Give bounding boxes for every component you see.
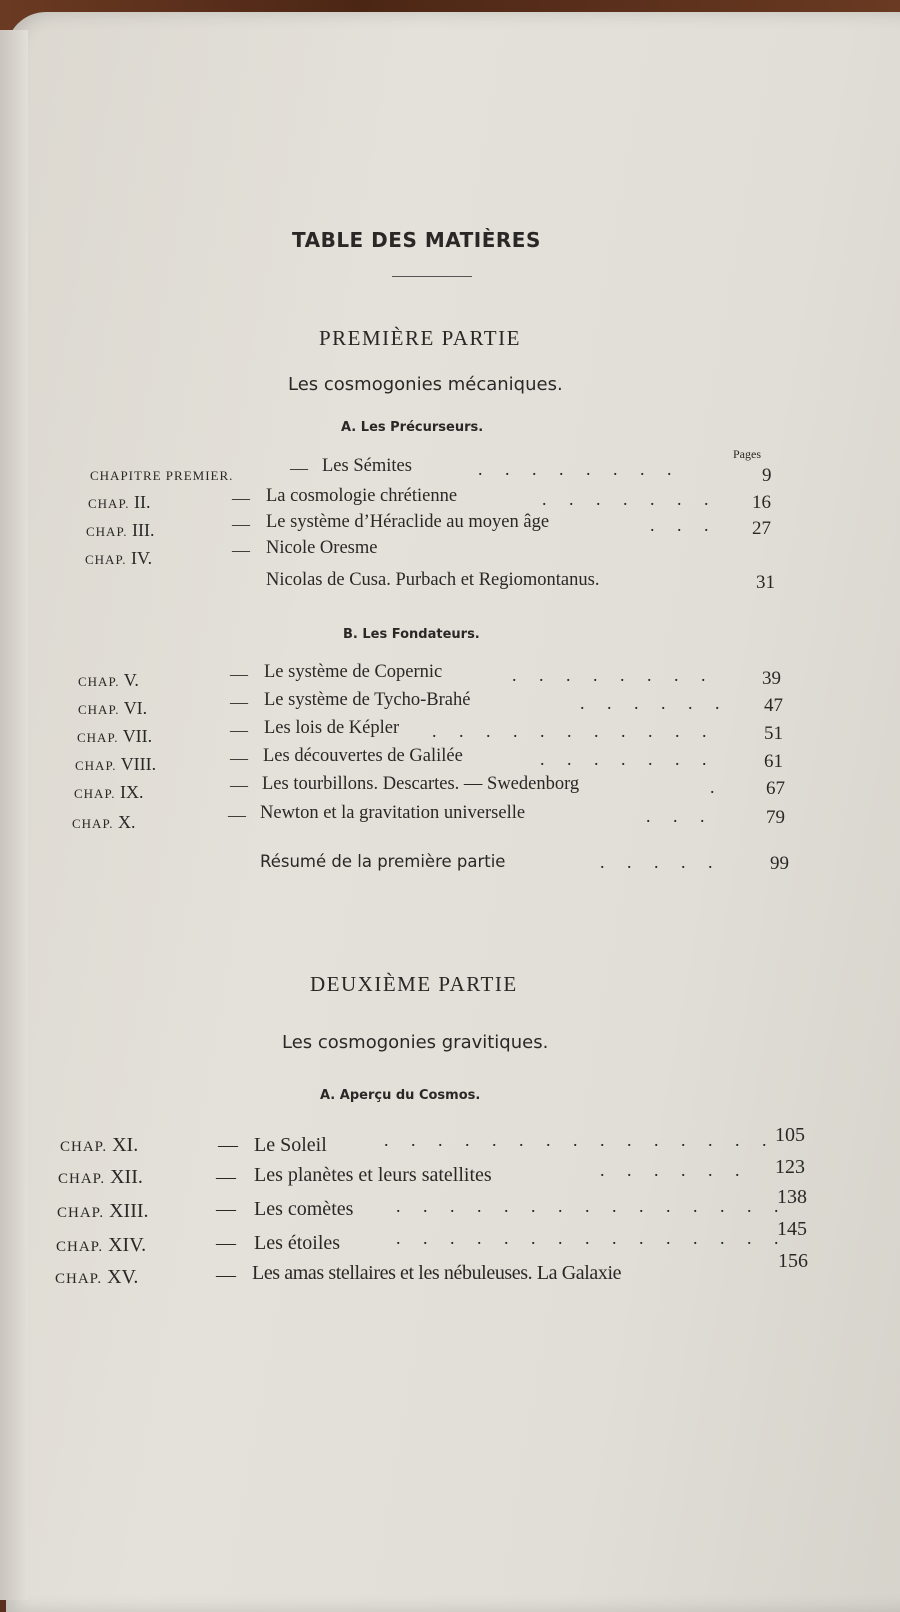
chapter-prefix: CHAP. (57, 1205, 105, 1221)
entry-title: Les étoiles (254, 1232, 341, 1254)
chapter-number: XII. (110, 1166, 143, 1188)
page-number: 123 (775, 1156, 805, 1178)
chapter-prefix: CHAP. (58, 1171, 106, 1187)
summary-title: Résumé de la première partie (260, 852, 506, 871)
chapter-number: XI. (112, 1134, 139, 1156)
chapter-number: III. (132, 520, 155, 540)
dot-leader: . . . . . . (600, 1160, 749, 1180)
chapter-prefix: CHAP. (74, 786, 116, 801)
chapter-label (78, 670, 139, 691)
page-title: TABLE DES MATIÈRES (292, 228, 541, 252)
chapter-prefix: CHAP. (56, 1239, 104, 1255)
entry-title: Le système de Copernic (264, 662, 443, 682)
entry-title: Le système de Tycho-Brahé (264, 690, 471, 710)
part1-subtitle: Les cosmogonies mécaniques. (288, 374, 563, 395)
chapter-prefix: CHAP. (72, 816, 114, 831)
entry-dash: — (216, 1166, 236, 1188)
chapter-label (56, 1234, 146, 1257)
part2-subtitle: Les cosmogonies gravitiques. (282, 1032, 549, 1053)
page-number: 47 (764, 695, 783, 716)
page-number: 9 (762, 465, 772, 486)
dot-leader: . . . . . . . . (512, 665, 715, 685)
page-number: 61 (764, 751, 783, 772)
chapter-number: IV. (131, 548, 153, 568)
entry-dash: — (228, 805, 246, 825)
entry-title: Les planètes et leurs satellites (254, 1164, 492, 1186)
entry-title: Nicole Oresme (266, 538, 378, 558)
entry-title: Les amas stellaires et les nébuleuses. La Galaxie (252, 1262, 622, 1284)
entry-dash: — (290, 458, 308, 478)
chapter-label (57, 1200, 149, 1223)
section-title: Les Précurseurs. (360, 420, 484, 435)
entry-dash: — (230, 748, 248, 768)
section-title: Aperçu du Cosmos. (339, 1088, 481, 1103)
dot-leader: . . . . . . . (540, 749, 716, 769)
dot-leader: . . . . . . (580, 693, 729, 713)
chapter-prefix: CHAP. (77, 730, 119, 745)
dot-leader: . . . (646, 806, 714, 826)
chapter-number: XIII. (109, 1200, 149, 1222)
entry-dash: — (216, 1264, 236, 1286)
entry-dash: — (230, 720, 248, 740)
entry-title: Le système d’Héraclide au moyen âge (266, 512, 550, 532)
chapter-number: XIV. (108, 1234, 147, 1256)
part2-section-a (320, 1088, 480, 1103)
chapter-number: V. (123, 670, 139, 690)
pages-label: Pages (733, 447, 761, 461)
chapter-label (90, 464, 233, 485)
chapter-number: IX. (120, 782, 144, 802)
chapter-label (77, 726, 152, 747)
entry-title: Les lois de Képler (264, 718, 400, 738)
entry-dash: — (216, 1232, 236, 1254)
section-letter: A. (320, 1088, 336, 1103)
chapter-number: XV. (107, 1266, 139, 1288)
dot-leader: . (710, 777, 724, 797)
dot-leader: . . . . . . . . (478, 459, 681, 479)
page-number: 156 (778, 1250, 808, 1272)
entry-title: Les découvertes de Galilée (263, 746, 463, 766)
page-number: 138 (777, 1186, 807, 1208)
dot-leader: . . . . . . . (542, 489, 718, 509)
page-number: 16 (752, 492, 771, 513)
entry-title: Les comètes (254, 1198, 354, 1220)
chapter-prefix: CHAPITRE PREMIER. (90, 468, 234, 483)
entry-dash: — (218, 1134, 238, 1156)
part2-heading: DEUXIÈME PARTIE (310, 972, 518, 996)
page-number: 79 (766, 807, 785, 828)
chapter-number: VII. (122, 726, 153, 746)
page-number: 27 (752, 518, 771, 539)
section-title: Les Fondateurs. (362, 627, 480, 642)
chapter-number: VIII. (120, 754, 157, 774)
section-letter: A. (341, 420, 357, 435)
entry-dash: — (230, 692, 248, 712)
entry-title-continued: Nicolas de Cusa. Purbach et Regiomontanus. (266, 570, 600, 590)
page-number: 67 (766, 778, 785, 799)
entry-dash: — (230, 775, 248, 795)
chapter-prefix: CHAP. (55, 1271, 103, 1287)
entry-dash: — (232, 540, 250, 560)
entry-title: Les tourbillons. Descartes. — Swedenborg (262, 774, 580, 794)
chapter-label (75, 754, 156, 775)
dot-leader: . . . . . . . . . . . (432, 721, 716, 741)
chapter-number: II. (134, 492, 151, 512)
chapter-label (58, 1166, 143, 1189)
chapter-prefix: CHAP. (88, 496, 130, 511)
dot-leader: . . . . . (600, 852, 722, 872)
page-number: 105 (775, 1124, 805, 1146)
chapter-number: X. (118, 812, 136, 832)
page-number: 51 (764, 723, 783, 744)
chapter-prefix: CHAP. (85, 552, 127, 567)
part1-section-b (343, 627, 480, 642)
dot-leader: . . . . . . . . . . . . . . . (384, 1130, 776, 1150)
entry-dash: — (232, 514, 250, 534)
entry-dash: — (232, 488, 250, 508)
chapter-prefix: CHAP. (86, 524, 128, 539)
title-rule (392, 276, 472, 277)
chapter-label (88, 492, 151, 513)
chapter-label (72, 812, 136, 833)
chapter-label (60, 1134, 138, 1157)
page-number: 39 (762, 668, 781, 689)
part1-heading: PREMIÈRE PARTIE (319, 326, 521, 350)
entry-title: Les Sémites (322, 456, 412, 476)
entry-dash: — (230, 664, 248, 684)
chapter-prefix: CHAP. (75, 758, 117, 773)
entry-title: Le Soleil (254, 1134, 327, 1156)
entry-title: Newton et la gravitation universelle (260, 803, 526, 823)
page-number: 31 (756, 572, 775, 593)
chapter-number: VI. (123, 698, 148, 718)
entry-title: La cosmologie chrétienne (266, 486, 458, 506)
dot-leader: . . . . . . . . . . . . . . . (396, 1228, 788, 1248)
chapter-prefix: CHAP. (78, 674, 120, 689)
part1-section-a (341, 420, 483, 435)
dot-leader: . . . . . . . . . . . . . . . (396, 1196, 788, 1216)
page-number: 145 (777, 1218, 807, 1240)
chapter-prefix: CHAP. (78, 702, 120, 717)
chapter-label (85, 548, 152, 569)
dot-leader: . . . (650, 515, 718, 535)
chapter-prefix: CHAP. (60, 1139, 108, 1155)
chapter-label (86, 520, 154, 541)
chapter-label (78, 698, 147, 719)
chapter-label (74, 782, 144, 803)
entry-dash: — (216, 1198, 236, 1220)
page-number: 99 (770, 853, 789, 874)
section-letter: B. (343, 627, 358, 642)
page-edge (0, 30, 28, 1600)
chapter-label (55, 1266, 138, 1289)
